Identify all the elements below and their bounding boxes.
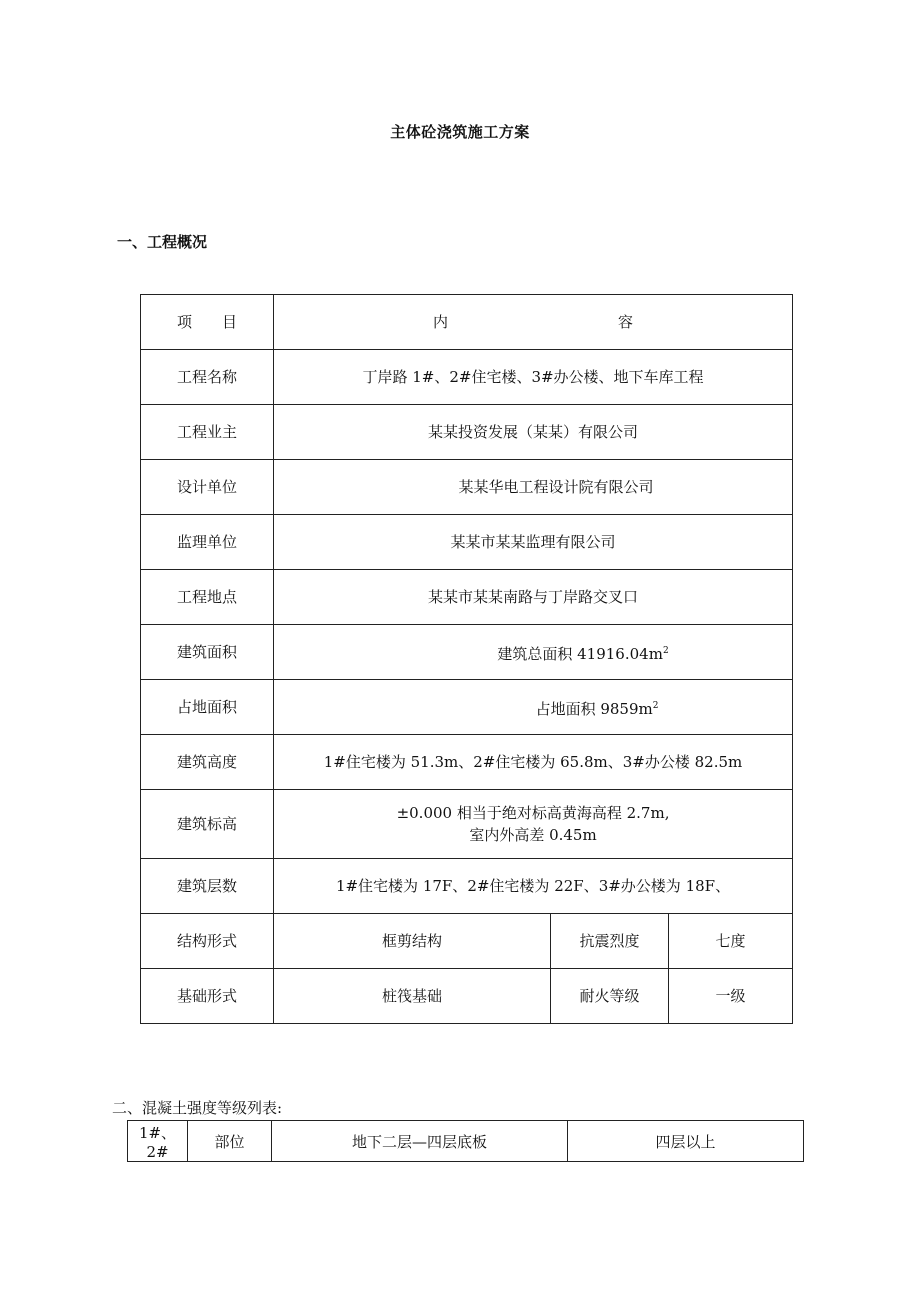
row-value: 丁岸路 1#、2#住宅楼、3#办公楼、地下车库工程 [274, 350, 793, 405]
row-label: 工程业主 [141, 405, 274, 460]
row-label: 工程名称 [141, 350, 274, 405]
document-title: 主体砼浇筑施工方案 [390, 123, 530, 141]
row-label: 基础形式 [141, 969, 274, 1024]
row-label: 建筑标高 [141, 790, 274, 859]
row-value [274, 460, 793, 515]
lower-floors-cell: 地下二层—四层底板 [272, 1121, 568, 1162]
header-content-left: 内 [433, 313, 449, 331]
area-text: 占地面积 9859m [535, 699, 653, 718]
row-value [274, 625, 793, 680]
table-row [128, 1121, 804, 1162]
row-label: 设计单位 [141, 460, 274, 515]
row-value [274, 790, 793, 859]
header-content-right: 容 [618, 313, 634, 331]
row-value: 1#住宅楼为 17F、2#住宅楼为 22F、3#办公楼为 18F、 [274, 859, 793, 914]
table-row [141, 460, 793, 515]
table-row [141, 680, 793, 735]
table-row [141, 914, 793, 969]
area-text: 建筑总面积 41916.04m [497, 644, 663, 663]
row-value-text [397, 640, 668, 665]
row-label: 占地面积 [141, 680, 274, 735]
project-overview-table [140, 294, 793, 1024]
table-row [141, 405, 793, 460]
header-item-cell: 项 目 [141, 295, 274, 350]
section-heading-overview: 一、工程概况 [117, 233, 208, 251]
superscript: 2 [652, 700, 659, 711]
row-value-text [408, 695, 659, 720]
row-label: 监理单位 [141, 515, 274, 570]
table-header-row [141, 295, 793, 350]
row-label-2: 抗震烈度 [551, 914, 669, 969]
building-cell: 1#、2# [128, 1121, 188, 1162]
table-row [141, 515, 793, 570]
table-row [141, 625, 793, 680]
table-row [141, 735, 793, 790]
row-label: 结构形式 [141, 914, 274, 969]
row-label: 建筑层数 [141, 859, 274, 914]
header-content-cell [274, 295, 793, 350]
superscript: 2 [662, 645, 669, 656]
table-row [141, 790, 793, 859]
row-label: 建筑面积 [141, 625, 274, 680]
row-value-line1: ±0.000 相当于绝对标高黄海高程 2.7m, [396, 804, 670, 822]
row-value: 某某投资发展（某某）有限公司 [274, 405, 793, 460]
table-row [141, 570, 793, 625]
row-value [274, 680, 793, 735]
row-label: 建筑高度 [141, 735, 274, 790]
table-row [141, 969, 793, 1024]
row-label: 工程地点 [141, 570, 274, 625]
row-value-text: 某某华电工程设计院有限公司 [458, 478, 654, 496]
row-value-line2: 室内外高差 0.45m [469, 826, 597, 844]
section-heading-concrete-grades: 二、混凝土强度等级列表: [112, 1099, 283, 1117]
row-value-2: 一级 [669, 969, 793, 1024]
table-row [141, 350, 793, 405]
row-value: 某某市某某南路与丁岸路交叉口 [274, 570, 793, 625]
row-value: 某某市某某监理有限公司 [274, 515, 793, 570]
row-label-2: 耐火等级 [551, 969, 669, 1024]
location-label-cell: 部位 [188, 1121, 272, 1162]
row-value-2: 七度 [669, 914, 793, 969]
row-value: 1#住宅楼为 51.3m、2#住宅楼为 65.8m、3#办公楼 82.5m [274, 735, 793, 790]
row-value: 框剪结构 [274, 914, 551, 969]
table-row [141, 859, 793, 914]
row-value: 桩筏基础 [274, 969, 551, 1024]
upper-floors-cell: 四层以上 [568, 1121, 804, 1162]
concrete-grade-table [127, 1120, 804, 1162]
